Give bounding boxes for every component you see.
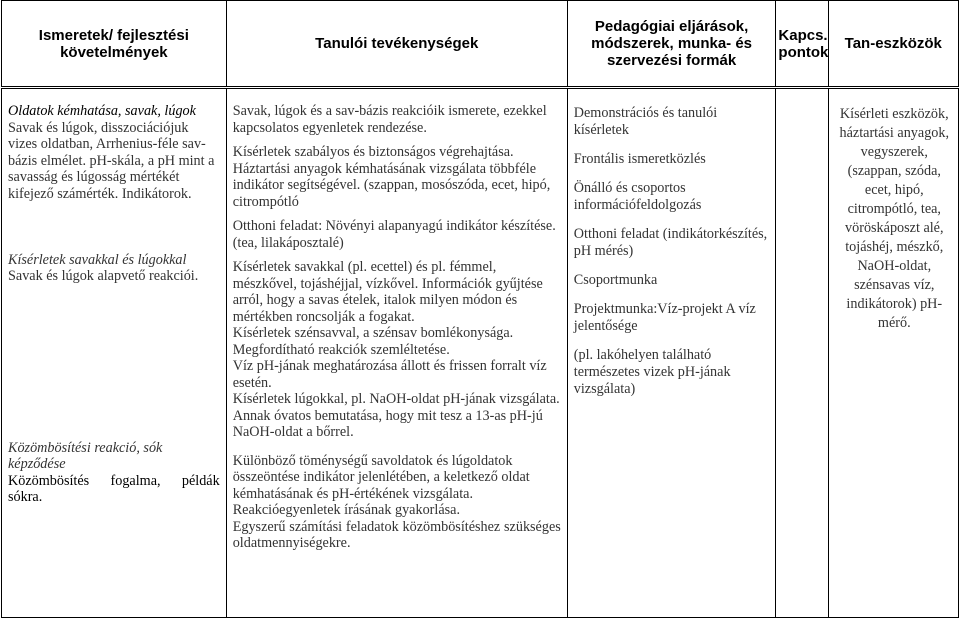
- activity-5: Kísérletek savakkal (pl. ecettel) és pl. fémmel, mészkővel, tojáshéjjal, vízkővel. Információk gyűjtése arról, hogy a savas ételek, italok milyen módon és mértékben roncsolják a fogakat.: [232, 259, 543, 325]
- tools-text: Kísérleti eszközök, háztartási anyagok, vegyszerek, (szappan, szóda, ecet, hipó, citrompótló, tea, vöröskáposzt alé, tojáshéj, mészkő, NaOH-oldat, szénsavas víz, indikátorok) pH-mérő.: [839, 106, 950, 331]
- header-knowledge: Ismeretek/ fejlesztési követelmények: [2, 1, 227, 88]
- header-student-activities: Tanulói tevékenységek: [226, 1, 567, 88]
- activity-8: Víz pH-jának meghatározása állott és frissen forralt víz esetén.: [232, 358, 547, 391]
- connection-points-text: [776, 89, 827, 93]
- section-text-solutions: Savak és lúgok, disszociációjuk vizes oldatban, Arrhenius-féle sav-bázis elmélet. pH-skála, a pH mint a savasság és lúgosság mértékét kifejező számérték. Indikátorok.: [8, 119, 215, 202]
- activity-1: Savak, lúgok és a sav-bázis reakcióik ismerete, ezekkel kapcsolatos egyenletek rendezése.: [232, 103, 547, 136]
- section-title-neutralization: Közömbösítési reakció, sók képződése: [8, 439, 163, 472]
- method-7: (pl. lakóhelyen található természetes vizek pH-jának vizsgálata): [573, 347, 731, 397]
- connection-points-cell: [776, 88, 828, 618]
- section-text-neutralization: Közömbösítés fogalma, példák sókra.: [8, 472, 220, 505]
- method-1: Demonstrációs és tanulói kísérletek: [573, 105, 718, 138]
- method-4: Otthoni feladat (indikátorkészítés, pH mérés): [573, 226, 768, 259]
- activity-11: Reakcióegyenletek írásának gyakorlása.: [232, 502, 460, 518]
- section-title-experiments: Kísérletek savakkal és lúgokkal: [8, 251, 187, 268]
- knowledge-cell: [2, 88, 227, 618]
- curriculum-table: [1, 0, 959, 618]
- method-6: Projektmunka:Víz-projekt A víz jelentősége: [573, 301, 756, 334]
- header-connection-points: Kapcs. pontok: [776, 1, 828, 88]
- activity-7: Megfordítható reakciók szemléltetése.: [232, 341, 450, 358]
- activity-3: Háztartási anyagok kémhatásának vizsgálata többféle indikátor segítségével. (szappan, mosószóda, ecet, hipó, citrompótló: [232, 160, 551, 210]
- activity-6: Kísérletek szénsavval, a szénsav bomlékonysága.: [232, 325, 514, 341]
- header-row: [2, 1, 959, 88]
- header-pedagogical-methods: Pedagógiai eljárások, módszerek, munka- és szervezési formák: [567, 1, 776, 88]
- activity-9: Kísérletek lúgokkal, pl. NaOH-oldat pH-jának vizsgálata. Annak óvatos bemutatása, hogy mit tesz a 13-as pH-jú NaOH-oldat a bőrrel.: [232, 391, 560, 440]
- activities-cell: [226, 88, 567, 618]
- tools-cell: [828, 88, 958, 618]
- activity-2: Kísérletek szabályos és biztonságos végrehajtása.: [232, 144, 514, 160]
- section-title-solutions: Oldatok kémhatása, savak, lúgok: [8, 103, 196, 119]
- activity-10: Különböző töménységű savoldatok és lúgoldatok összeöntése indikátor jelenlétében, a keletkező oldat kémhatásának és pH-értékének vizsgálata.: [232, 452, 530, 502]
- header-tools: Tan-eszközök: [828, 1, 958, 88]
- method-2: Frontális ismeretközlés: [573, 151, 706, 167]
- method-3: Önálló és csoportos információfeldolgozás: [573, 180, 702, 213]
- content-row: [2, 88, 959, 618]
- section-text-experiments: Savak és lúgok alapvető reakciói.: [8, 268, 199, 284]
- activity-4: Otthoni feladat: Növényi alapanyagú indikátor készítése. (tea, lilakáposztalé): [232, 218, 556, 251]
- methods-cell: [567, 88, 776, 618]
- method-5: Csoportmunka: [573, 272, 658, 288]
- activity-12: Egyszerű számítási feladatok közömbösítéshez szükséges oldatmennyiségekre.: [232, 518, 561, 551]
